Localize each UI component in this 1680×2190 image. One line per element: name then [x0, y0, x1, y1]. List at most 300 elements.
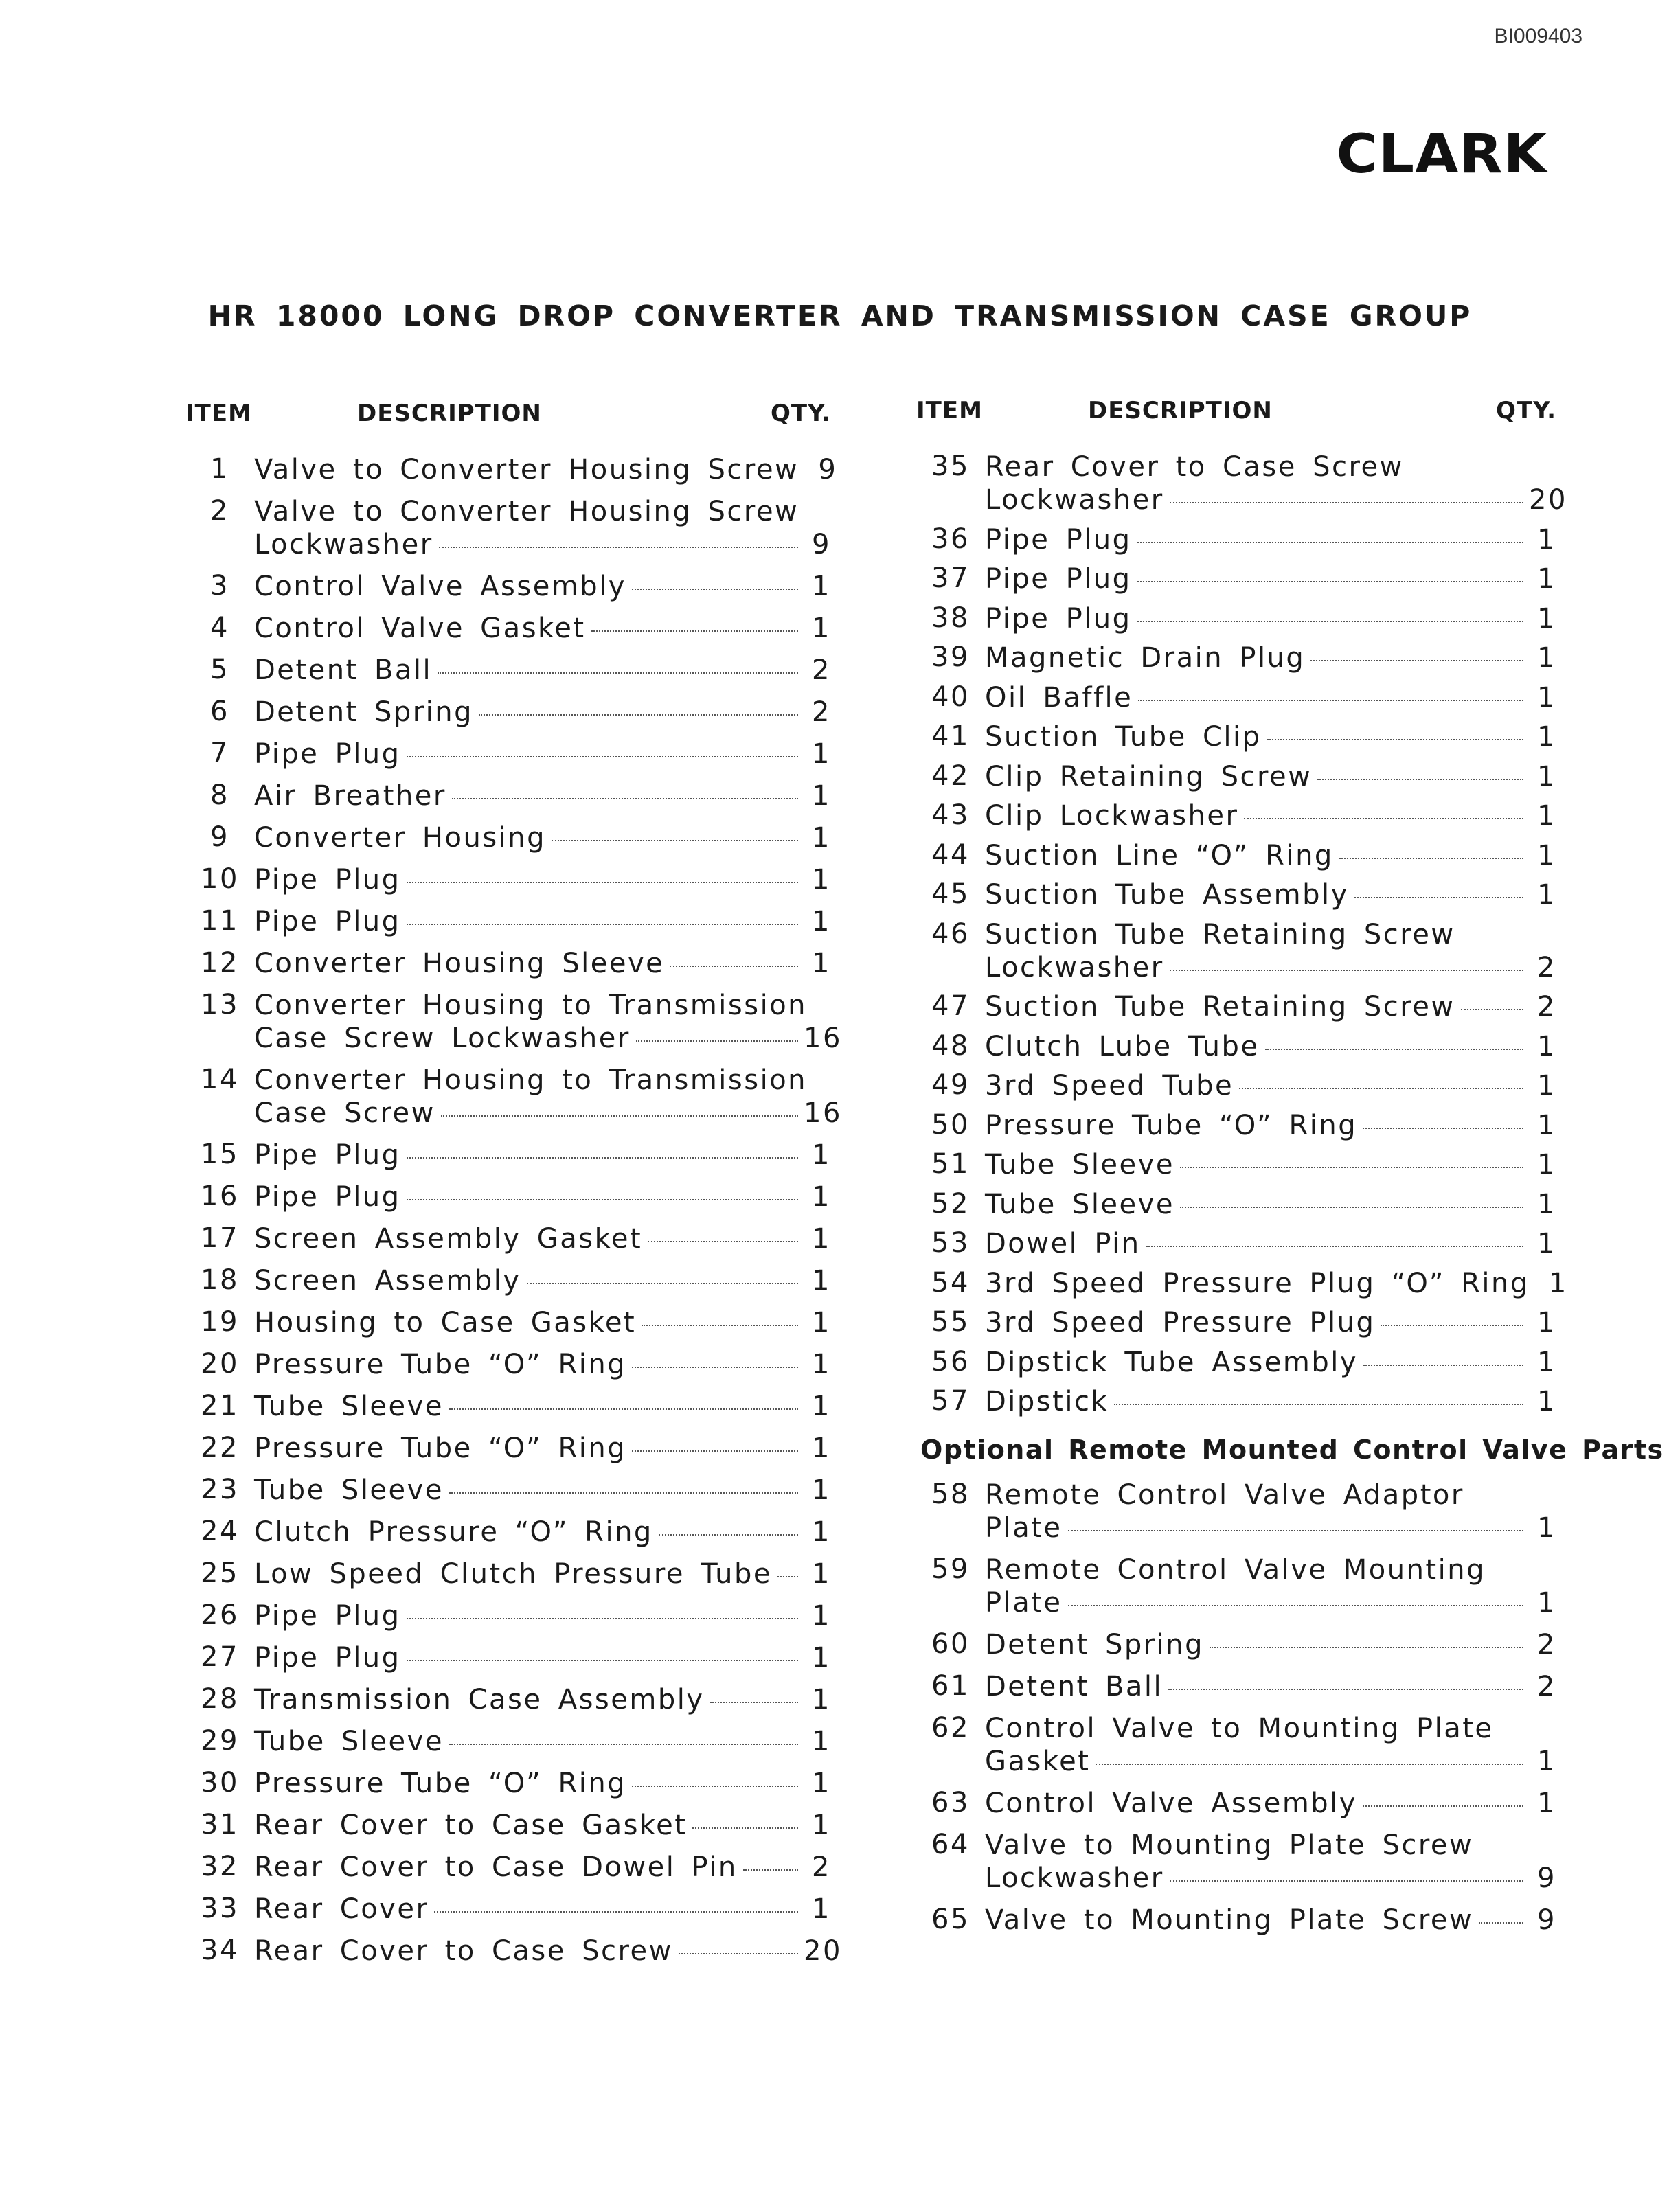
dot-leader: [449, 1492, 798, 1494]
part-row: [185, 1348, 831, 1381]
description-text: Lockwasher: [985, 1862, 1164, 1894]
dot-leader: [449, 1744, 798, 1745]
part-description: [254, 453, 837, 486]
item-number: 26: [201, 1599, 239, 1631]
part-row: [185, 947, 831, 980]
dot-leader: [632, 1450, 798, 1452]
part-row: [185, 989, 842, 1055]
description-line: [985, 799, 1556, 832]
part-row: [185, 1064, 842, 1130]
description-line: [985, 1227, 1556, 1260]
description-text: Control Valve Gasket: [254, 613, 586, 644]
description-line: [985, 951, 1556, 984]
part-row: [185, 1306, 831, 1339]
description-line: [985, 1267, 1568, 1300]
description-line: [985, 523, 1556, 556]
dot-leader: [1363, 1128, 1523, 1129]
description-text: Detent Ball: [254, 654, 433, 686]
quantity: 2: [1537, 991, 1556, 1023]
part-row: [185, 1264, 831, 1297]
quantity: 1: [1537, 1188, 1556, 1220]
item-number: 51: [931, 1148, 970, 1180]
quantity: 1: [812, 1516, 831, 1548]
column-header: [916, 397, 1556, 427]
item-number: 22: [201, 1432, 239, 1463]
description-line: [985, 878, 1556, 911]
quantity: 1: [1537, 1070, 1556, 1102]
quantity: 1: [812, 1642, 831, 1674]
description-line: [254, 1558, 831, 1590]
quantity: 16: [804, 1097, 842, 1129]
header-qty: QTY.: [770, 400, 831, 427]
item-number: 8: [210, 779, 229, 811]
part-description: [985, 1628, 1556, 1661]
part-row: [185, 1180, 831, 1213]
dot-leader: [527, 1283, 798, 1284]
item-number: 21: [201, 1390, 239, 1422]
dot-leader: [1137, 542, 1523, 543]
part-description: [254, 1264, 831, 1297]
part-description: [985, 1787, 1556, 1820]
part-row: [916, 1069, 1556, 1102]
part-description: [985, 681, 1556, 714]
description-line: [985, 1904, 1556, 1937]
part-description: [985, 1227, 1556, 1260]
description-line: [985, 1306, 1556, 1339]
quantity: 1: [1537, 1109, 1556, 1141]
description-line: [254, 779, 831, 812]
description-text: Pipe Plug: [254, 1181, 401, 1213]
description-line: [254, 1222, 831, 1255]
part-description: [985, 562, 1556, 595]
item-number: 17: [201, 1222, 239, 1254]
description-text: Screen Assembly Gasket: [254, 1223, 643, 1255]
description-line: [254, 1097, 842, 1130]
description-line: [985, 1862, 1556, 1895]
part-description: [254, 1474, 831, 1507]
quantity: 9: [818, 454, 838, 486]
description-line: [254, 495, 831, 528]
description-text: Pressure Tube “O” Ring: [254, 1349, 627, 1380]
quantity: 1: [1537, 642, 1556, 674]
quantity: 1: [812, 1433, 831, 1464]
description-line: [254, 947, 831, 980]
description-text: Clip Lockwasher: [985, 800, 1239, 832]
quantity: 1: [812, 1768, 831, 1799]
dot-leader: [1239, 1088, 1523, 1089]
dot-leader: [1114, 1404, 1523, 1405]
quantity: 1: [1537, 1587, 1556, 1619]
dot-leader: [642, 1325, 798, 1326]
quantity: 2: [1537, 1629, 1556, 1661]
part-description: [254, 612, 831, 645]
part-description: [985, 1030, 1556, 1063]
part-row: [185, 779, 831, 812]
part-row: [185, 863, 831, 896]
description-line: [254, 612, 831, 645]
description-text: Pipe Plug: [254, 738, 401, 770]
part-description: [985, 1069, 1556, 1102]
description-text: Remote Control Valve Mounting: [985, 1554, 1486, 1586]
part-row: [916, 878, 1556, 911]
description-text: Detent Spring: [985, 1629, 1205, 1661]
item-number: 58: [931, 1479, 970, 1510]
item-number: 7: [210, 738, 229, 769]
part-description: [254, 1851, 831, 1884]
item-number: 20: [201, 1348, 239, 1380]
description-text: Case Screw: [254, 1097, 435, 1129]
dot-leader: [1137, 581, 1523, 582]
quantity: 1: [1537, 1746, 1556, 1777]
quantity: 1: [1537, 800, 1556, 832]
document-id: BI009403: [1494, 25, 1582, 47]
dot-leader: [679, 1953, 798, 1954]
part-description: [254, 1432, 831, 1465]
header-description: DESCRIPTION: [357, 400, 542, 427]
item-number: 4: [210, 612, 229, 643]
item-number: 57: [931, 1385, 970, 1417]
description-text: Screen Assembly: [254, 1265, 521, 1297]
description-text: Transmission Case Assembly: [254, 1684, 705, 1715]
item-number: 40: [931, 681, 970, 713]
description-line: [254, 1767, 831, 1800]
part-row: [185, 612, 831, 645]
dot-leader: [434, 1911, 798, 1913]
description-line: [985, 839, 1556, 872]
quantity: 1: [812, 1391, 831, 1422]
optional-parts-list: [916, 1479, 1556, 1937]
description-line: [985, 1745, 1556, 1778]
dot-leader: [407, 924, 798, 925]
part-row: [185, 1474, 831, 1507]
item-number: 37: [931, 562, 970, 594]
quantity: 1: [1537, 681, 1556, 714]
part-description: [254, 1809, 831, 1842]
dot-leader: [407, 1660, 798, 1661]
description-text: Suction Tube Clip: [985, 721, 1262, 753]
dot-leader: [452, 798, 798, 799]
part-description: [254, 1599, 831, 1632]
part-description: [254, 1139, 831, 1172]
quantity: 1: [1537, 563, 1556, 595]
item-number: 60: [931, 1628, 970, 1660]
part-row: [185, 1432, 831, 1465]
part-row: [185, 738, 831, 771]
description-text: Dowel Pin: [985, 1228, 1141, 1259]
description-text: Pressure Tube “O” Ring: [254, 1433, 627, 1464]
quantity: 1: [812, 613, 831, 644]
quantity: 1: [812, 1684, 831, 1715]
description-text: Valve to Mounting Plate Screw: [985, 1904, 1474, 1936]
description-line: [985, 681, 1556, 714]
description-line: [985, 1069, 1556, 1102]
quantity: 16: [804, 1023, 842, 1054]
item-number: 53: [931, 1227, 970, 1259]
description-text: Valve to Mounting Plate Screw: [985, 1829, 1474, 1861]
dot-leader: [1354, 897, 1523, 898]
part-row: [916, 1188, 1556, 1221]
description-text: Lockwasher: [254, 529, 433, 560]
description-text: Pressure Tube “O” Ring: [254, 1768, 627, 1799]
item-number: 2: [210, 495, 229, 527]
dot-leader: [1363, 1805, 1523, 1807]
item-number: 27: [201, 1641, 239, 1673]
description-text: Pipe Plug: [985, 563, 1132, 595]
part-row: [916, 760, 1556, 793]
description-text: 3rd Speed Pressure Plug “O” Ring: [985, 1267, 1530, 1299]
quantity: 9: [1537, 1904, 1556, 1936]
item-number: 36: [931, 523, 970, 555]
item-number: 35: [931, 450, 970, 482]
dot-leader: [1168, 1689, 1523, 1690]
quantity: 1: [812, 948, 831, 979]
description-text: Suction Line “O” Ring: [985, 839, 1334, 871]
item-number: 33: [201, 1893, 239, 1924]
description-line: [254, 453, 837, 486]
quantity: 1: [812, 1726, 831, 1757]
quantity: 1: [1537, 1149, 1556, 1180]
part-description: [985, 602, 1556, 635]
dot-leader: [1180, 1207, 1523, 1208]
part-description: [254, 989, 842, 1055]
description-line: [985, 1512, 1556, 1544]
part-row: [185, 1139, 831, 1172]
part-description: [985, 1904, 1556, 1937]
dot-leader: [1265, 1049, 1524, 1050]
part-description: [985, 878, 1556, 911]
dot-leader: [777, 1576, 798, 1577]
description-line: [254, 1264, 831, 1297]
description-line: [985, 990, 1556, 1023]
description-line: [254, 863, 831, 896]
part-row: [916, 641, 1556, 674]
part-row: [185, 654, 831, 687]
item-number: 10: [201, 863, 239, 895]
description-text: Pipe Plug: [985, 523, 1132, 556]
part-description: [985, 1553, 1556, 1619]
description-text: Rear Cover to Case Screw: [254, 1935, 673, 1967]
item-number: 14: [201, 1064, 239, 1095]
quantity: 1: [1537, 1346, 1556, 1378]
description-text: Pipe Plug: [254, 1642, 401, 1674]
description-line: [254, 1348, 831, 1381]
description-text: Control Valve Assembly: [985, 1788, 1357, 1819]
part-description: [254, 1767, 831, 1800]
description-line: [254, 1599, 831, 1632]
item-number: 62: [931, 1712, 970, 1744]
dot-leader: [1170, 970, 1523, 971]
quantity: 1: [812, 1474, 831, 1506]
part-description: [254, 570, 831, 603]
part-row: [916, 562, 1556, 595]
part-description: [254, 1641, 831, 1674]
part-row: [185, 1599, 831, 1632]
part-row: [185, 696, 831, 729]
part-description: [985, 1188, 1556, 1221]
part-row: [916, 1712, 1556, 1778]
quantity: 1: [1537, 1512, 1556, 1544]
description-text: Tube Sleeve: [254, 1474, 444, 1506]
item-number: 30: [201, 1767, 239, 1799]
dot-leader: [1137, 621, 1523, 622]
item-number: 39: [931, 641, 970, 673]
item-number: 43: [931, 799, 970, 831]
description-text: Tube Sleeve: [985, 1149, 1174, 1180]
description-text: Tube Sleeve: [985, 1188, 1174, 1220]
description-text: Suction Tube Retaining Screw: [985, 991, 1455, 1023]
description-text: Housing to Case Gasket: [254, 1307, 637, 1338]
part-description: [254, 947, 831, 980]
part-description: [254, 1725, 831, 1758]
description-line: [985, 483, 1567, 516]
dot-leader: [743, 1869, 798, 1871]
description-line: [254, 1851, 831, 1884]
description-text: Converter Housing to Transmission: [254, 990, 808, 1021]
dot-leader: [1096, 1764, 1523, 1765]
dot-leader: [1267, 739, 1523, 740]
quantity: 20: [1529, 484, 1567, 516]
page-title: HR 18000 LONG DROP CONVERTER AND TRANSMISSION CASE GROUP: [207, 299, 1473, 332]
quantity: 1: [1548, 1267, 1568, 1299]
dot-leader: [1461, 1009, 1523, 1010]
item-number: 1: [210, 453, 229, 485]
description-text: Pipe Plug: [254, 1139, 401, 1171]
part-description: [254, 1348, 831, 1381]
part-description: [254, 905, 831, 938]
part-description: [254, 1683, 831, 1716]
part-description: [985, 1670, 1556, 1703]
part-row: [185, 1558, 831, 1590]
quantity: 2: [812, 654, 831, 686]
description-text: Control Valve to Mounting Plate: [985, 1713, 1494, 1744]
description-text: Magnetic Drain Plug: [985, 642, 1306, 674]
dot-leader: [439, 547, 798, 548]
description-text: 3rd Speed Tube: [985, 1070, 1234, 1102]
description-text: Lockwasher: [985, 951, 1164, 983]
part-description: [985, 1148, 1556, 1181]
parts-column-left: [185, 400, 842, 1976]
quantity: 1: [812, 1893, 831, 1925]
dot-leader: [479, 714, 798, 716]
part-description: [254, 1558, 831, 1590]
dot-leader: [552, 840, 798, 841]
quantity: 2: [1537, 951, 1556, 983]
quantity: 1: [812, 1558, 831, 1590]
item-number: 3: [210, 570, 229, 602]
description-text: Rear Cover to Case Gasket: [254, 1810, 688, 1841]
quantity: 1: [812, 1810, 831, 1841]
part-row: [916, 1385, 1556, 1418]
dot-leader: [692, 1827, 798, 1829]
parts-list-left: [185, 453, 842, 1967]
part-row: [916, 1479, 1556, 1544]
description-text: Converter Housing to Transmission: [254, 1064, 808, 1096]
part-row: [916, 1030, 1556, 1063]
part-description: [985, 1712, 1556, 1778]
dot-leader: [1317, 779, 1523, 780]
description-line: [254, 1641, 831, 1674]
part-description: [254, 1306, 831, 1339]
part-description: [985, 1267, 1568, 1300]
quantity: 1: [812, 780, 831, 812]
description-text: 3rd Speed Pressure Plug: [985, 1307, 1376, 1338]
item-number: 31: [201, 1809, 239, 1840]
description-line: [985, 1787, 1556, 1820]
description-line: [985, 1712, 1556, 1745]
dot-leader: [648, 1241, 798, 1242]
part-row: [916, 681, 1556, 714]
description-line: [985, 1030, 1556, 1063]
description-line: [254, 570, 831, 603]
description-text: Remote Control Valve Adaptor: [985, 1479, 1464, 1511]
item-number: 63: [931, 1787, 970, 1818]
part-row: [185, 1683, 831, 1716]
quantity: 1: [812, 1139, 831, 1171]
item-number: 42: [931, 760, 970, 792]
part-row: [185, 495, 831, 561]
item-number: 56: [931, 1345, 970, 1378]
description-text: Rear Cover to Case Screw: [985, 451, 1404, 483]
description-text: Low Speed Clutch Pressure Tube: [254, 1558, 772, 1590]
dot-leader: [407, 1199, 798, 1200]
part-row: [916, 990, 1556, 1023]
part-description: [985, 641, 1556, 674]
description-line: [985, 1670, 1556, 1703]
description-text: Clip Retaining Screw: [985, 760, 1313, 792]
item-number: 6: [210, 696, 229, 727]
part-row: [185, 1767, 831, 1800]
dot-leader: [659, 1534, 798, 1536]
item-number: 5: [210, 654, 229, 685]
dot-leader: [1146, 1246, 1523, 1247]
item-number: 12: [201, 947, 239, 979]
description-line: [985, 1479, 1556, 1512]
item-number: 25: [201, 1558, 239, 1589]
part-row: [185, 1851, 831, 1884]
part-row: [185, 1222, 831, 1255]
item-number: 19: [201, 1306, 239, 1338]
part-description: [254, 1516, 831, 1549]
item-number: 61: [931, 1670, 970, 1702]
dot-leader: [1068, 1530, 1523, 1531]
part-row: [916, 839, 1556, 872]
description-line: [254, 696, 831, 729]
dot-leader: [632, 1367, 798, 1368]
item-number: 64: [931, 1829, 970, 1860]
description-text: Air Breather: [254, 780, 446, 812]
description-text: Case Screw Lockwasher: [254, 1023, 631, 1054]
description-line: [254, 1180, 831, 1213]
part-description: [254, 1390, 831, 1423]
item-number: 13: [201, 989, 239, 1020]
item-number: 11: [201, 905, 239, 937]
part-row: [916, 1148, 1556, 1181]
dot-leader: [441, 1115, 798, 1117]
part-description: [985, 1385, 1556, 1418]
description-line: [254, 1893, 831, 1926]
part-row: [916, 1346, 1556, 1379]
description-line: [254, 989, 831, 1022]
description-text: Plate: [985, 1587, 1063, 1619]
quantity: 1: [812, 906, 831, 937]
description-line: [985, 1346, 1556, 1379]
quantity: 9: [812, 529, 831, 560]
part-description: [985, 720, 1556, 753]
description-line: [254, 1022, 842, 1055]
part-description: [985, 1109, 1556, 1142]
dot-leader: [1310, 660, 1523, 661]
description-line: [254, 654, 831, 687]
